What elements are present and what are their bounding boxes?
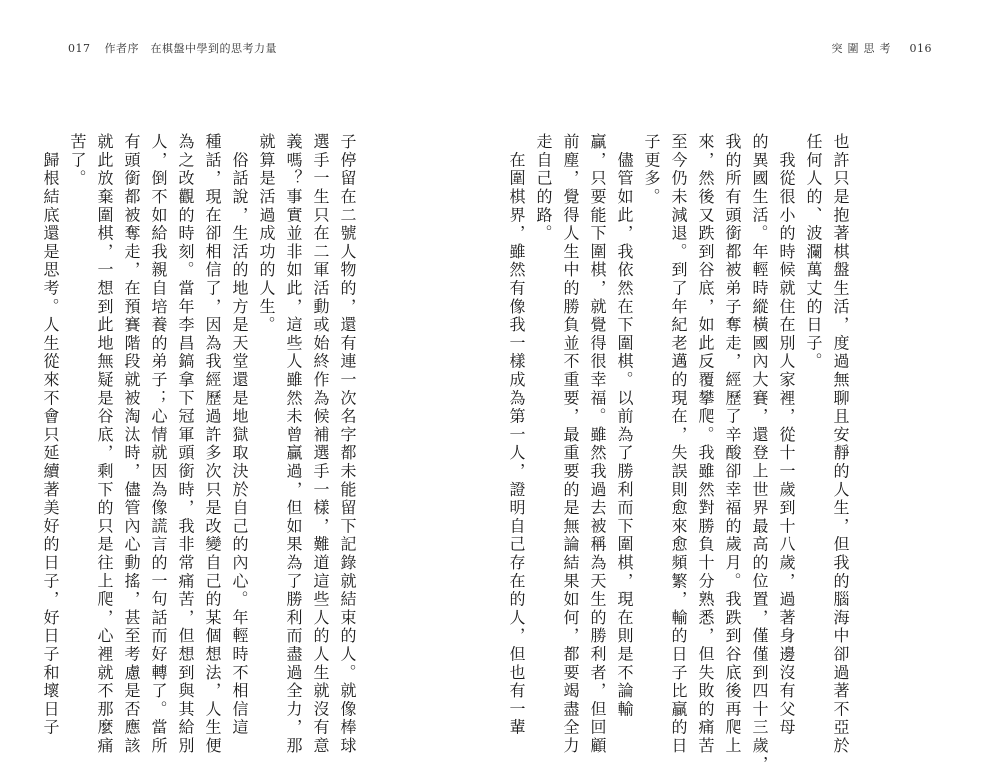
text-column: 在圍棋界，雖然有像我一樣成為第一人，證明自己存在的人，但也有一輩 xyxy=(507,133,526,737)
left-page-header xyxy=(68,40,277,56)
right-page-header xyxy=(832,40,933,56)
text-column: 選手一生只在二軍活動或始終作為候補選手一樣，難道這些人的人生就沒有意 xyxy=(311,133,330,756)
text-column: 子更多。 xyxy=(642,133,661,207)
text-column: 種話，現在卻相信了，因為我經歷過許多次只是改變自己的某個想法，人生便 xyxy=(203,133,222,756)
text-column: 來，然後又跌到谷底，如此反覆攀爬。我雖然對勝負十分熟悉，但失敗的痛苦 xyxy=(696,133,715,756)
text-column: 就此放棄圍棋，一想到此地無疑是谷底，剩下的只是往上爬，心裡就不那麼痛 xyxy=(95,133,114,756)
text-column: 有頭銜都被奪走，在預賽階段就被淘汰時，儘管內心動搖，甚至考慮是否應該 xyxy=(122,133,141,756)
text-column: 至今仍未減退。到了年紀老邁的現在，失誤則愈來愈頻繁，輸的日子比贏的日 xyxy=(669,133,688,756)
text-column: 義嗎？事實並非如此，這些人雖然未曾贏過，但如果為了勝利而盡過全力，那 xyxy=(284,133,303,756)
text-column: 任何人的、波瀾萬丈的日子。 xyxy=(804,133,823,371)
text-column: 俗話說，生活的地方是天堂還是地獄取決於自己的內心。年輕時不相信這 xyxy=(230,133,249,737)
text-column: 也許只是抱著棋盤生活，度過無聊且安靜的人生，但我的腦海中卻過著不亞於 xyxy=(831,133,850,756)
text-column: 我的所有頭銜都被弟子奪走，經歷了辛酸卻幸福的歲月。我跌到谷底後再爬上 xyxy=(723,133,742,756)
right-running-title: 突圍思考 xyxy=(831,42,896,55)
text-column: 人，倒不如給我親自培養的弟子；心情就因為像謊言的一句話而好轉了。當所 xyxy=(149,133,168,756)
text-column: 前塵，覺得人生中的勝負並不重要，最重要的是無論結果如何，都要竭盡全力 xyxy=(561,133,580,756)
text-column: 子停留在二號人物的，還有連一次名字都未能留下記錄就結束的人。就像棒球 xyxy=(338,133,357,756)
text-column: 我從很小的時候就住在別人家裡，從十一歲到十八歲，過著身邊沒有父母 xyxy=(777,133,796,737)
text-column: 贏，只要能下圍棋，就覺得很幸福。雖然我過去被稱為天生的勝利者，但回顧 xyxy=(588,133,607,756)
right-page-number: 016 xyxy=(909,42,932,55)
text-column: 歸根結底還是思考。人生從來不會只延續著美好的日子，好日子和壞日子 xyxy=(41,133,60,737)
text-column: 就算是活過成功的人生。 xyxy=(257,133,276,335)
left-page-body xyxy=(41,133,361,756)
text-column: 儘管如此，我依然在下圍棋。以前為了勝利而下圍棋，現在則是不論輸 xyxy=(615,133,634,719)
right-page-body xyxy=(507,133,854,774)
text-column: 為之改觀的時刻。當年李昌鎬拿下冠軍頭銜時，我非常痛苦，但想到與其給別 xyxy=(176,133,195,756)
left-running-title: 作者序 在棋盤中學到的思考力量 xyxy=(104,42,277,55)
text-column: 走自己的路。 xyxy=(534,133,553,243)
text-column: 苦了。 xyxy=(68,133,87,188)
left-page-number: 017 xyxy=(68,42,91,55)
text-column: 的異國生活。年輕時縱橫國內大賽，還登上世界最高的位置，僅僅到四十三歲， xyxy=(750,133,769,774)
